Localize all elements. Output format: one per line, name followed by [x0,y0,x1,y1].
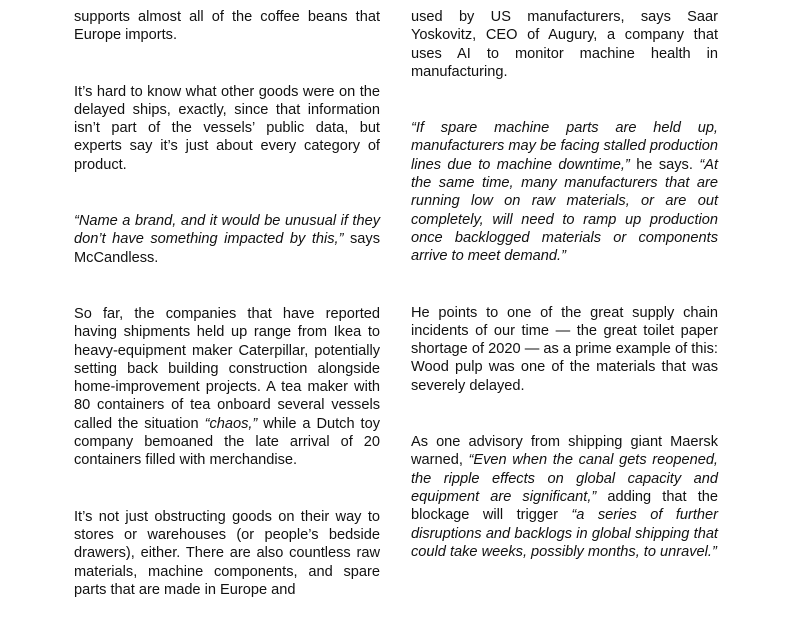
left-column [74,8,380,617]
quote-raw-materials: “At the same time, many manufacturers that are running low on raw materials, or are out completely, will need to ramp up production once backlogged materials or components arrive to meet demand.” [411,156,718,265]
quote-chaos: “chaos,” [204,415,258,432]
quote-he-says: he says. [629,156,700,173]
paragraph-raw-materials: It’s not just obstructing goods on their way to stores or warehouses (or people’s bedside drawers), either. There are also countless raw materials, machine components, and spare parts that are made in Europe and [74,508,380,598]
paragraph-yoskovitz-quote [411,119,718,265]
quote-further-disruptions: “a series of further disruptions and backlogs in global shipping that could take weeks, possibly months, to unravel.” [411,507,719,560]
quote-name-a-brand: “Name a brand, and it would be unusual if they don’t have something impacted by this,” [74,213,380,248]
right-column [411,8,718,579]
paragraph-goods-unknown: It’s hard to know what other goods were on the delayed ships, exactly, since that information isn’t part of the vessels’ public data, but experts say it’s just about every category of product. [74,83,380,173]
paragraph-mccandless-quote [74,212,380,267]
paragraph-companies [74,305,380,470]
quote-canal-reopened: “Even when the canal gets reopened, the ripple effects on global capacity and equipment are significant,” [411,452,718,505]
paragraph-augury: used by US manufacturers, says Saar Yoskovitz, CEO of Augury, a company that uses AI to monitor machine health in manufacturing. [411,9,718,80]
paragraph-coffee: supports almost all of the coffee beans that Europe imports. [74,9,380,44]
quote-spare-parts: “If spare machine parts are held up, manufacturers may be facing stalled production lines due to machine downtime,” [411,120,718,173]
quote-attribution: says McCandless. [74,231,380,266]
companies-text-a: So far, the companies that have reported having shipments held up range from Ikea to heavy-equipment maker Caterpillar, potentially setting back building construction alongside home-improvement projects. A tea maker with 80 containers of tea onboard several vessels called the situation [74,305,380,432]
paragraph-maersk [411,433,718,561]
maersk-text-b: adding that the blockage will trigger [411,488,718,524]
maersk-text-a: As one advisory from shipping giant Maersk warned, [411,434,718,469]
paragraph-toilet-paper: He points to one of the great supply chain incidents of our time — the great toilet paper shortage of 2020 — as a prime example of this: Wood pulp was one of the materials that was severely delayed. [411,304,718,394]
companies-text-b: while a Dutch toy company bemoaned the late arrival of 20 containers filled with merchandise. [74,415,380,469]
